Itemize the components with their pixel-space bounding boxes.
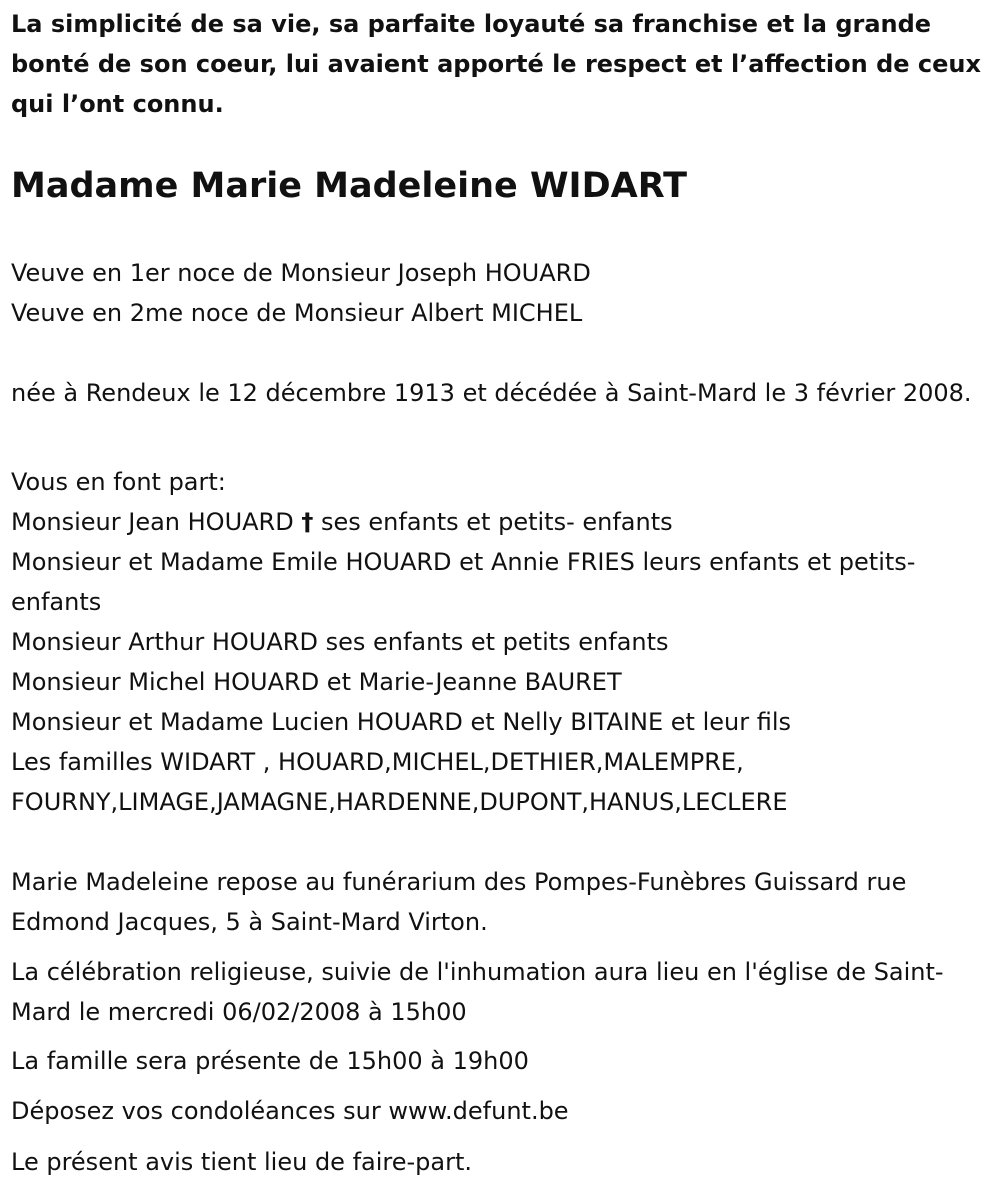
- repose-info: Marie Madeleine repose au funérarium des Pompes-Funèbres Guissard rue Edmond Jacques, 5 à Saint-Mard Virton.: [11, 868, 907, 936]
- related-families: Les familles WIDART , HOUARD,MICHEL,DETHIER,MALEMPRE, FOURNY,LIMAGE,JAMAGNE,HARDENNE,DUPONT,HANUS,LECLERE: [11, 748, 788, 816]
- family-member-jean-desc: ses enfants et petits- enfants: [321, 508, 673, 536]
- birth-death-info: née à Rendeux le 12 décembre 1913 et décédée à Saint-Mard le 3 février 2008.: [11, 379, 972, 407]
- cross-icon: †: [301, 508, 314, 536]
- family-member-lucien: Monsieur et Madame Lucien HOUARD et Nelly BITAINE et leur fils: [11, 708, 792, 736]
- family-member-emile: Monsieur et Madame Emile HOUARD et Annie FRIES leurs enfants et petits- enfants: [11, 548, 916, 616]
- family-presence-info: La famille sera présente de 15h00 à 19h00: [11, 1047, 529, 1075]
- deceased-name: Madame Marie Madeleine WIDART: [11, 166, 687, 206]
- family-member-arthur: Monsieur Arthur HOUARD ses enfants et petits enfants: [11, 628, 669, 656]
- ceremony-info: La célébration religieuse, suivie de l'inhumation aura lieu en l'église de Saint-Mard le mercredi 06/02/2008 à 15h00: [11, 958, 944, 1026]
- condolences-info: Déposez vos condoléances sur www.defunt.be: [11, 1097, 569, 1125]
- family-member-jean: [11, 502, 673, 542]
- family-member-jean-name: Monsieur Jean HOUARD: [11, 508, 294, 536]
- notice-statement: Le présent avis tient lieu de faire-part.: [11, 1148, 473, 1176]
- family-member-michel: Monsieur Michel HOUARD et Marie-Jeanne BAURET: [11, 668, 622, 696]
- epitaph-quote: La simplicité de sa vie, sa parfaite loyauté sa franchise et la grande bonté de son coeur, lui avaient apporté le respect et l’affection de ceux qui l’ont connu.: [11, 10, 981, 118]
- widow-line-2: Veuve en 2me noce de Monsieur Albert MICHEL: [11, 299, 583, 327]
- widow-line-1: Veuve en 1er noce de Monsieur Joseph HOUARD: [11, 259, 591, 287]
- announce-intro: Vous en font part:: [11, 468, 226, 496]
